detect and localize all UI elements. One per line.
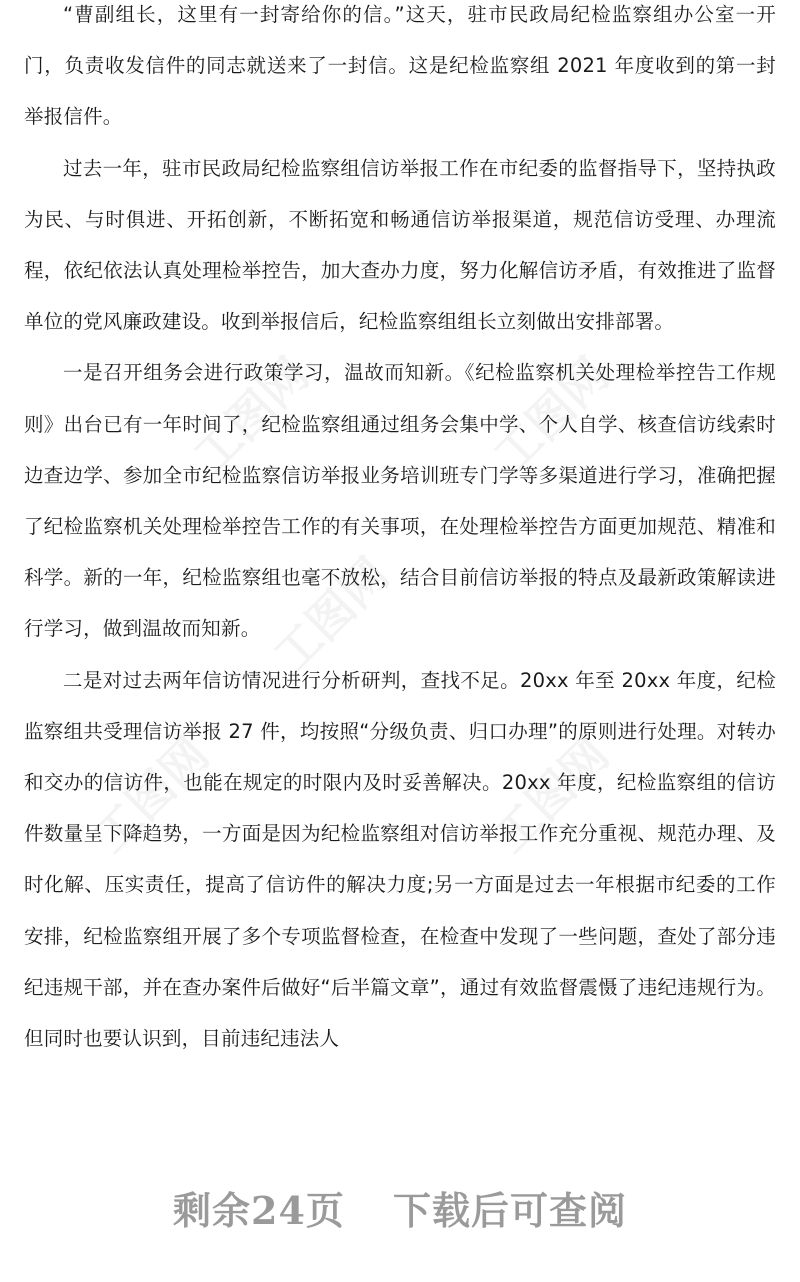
watermark: 工图网 xyxy=(483,727,620,864)
download-prompt-bar[interactable] xyxy=(0,1172,800,1242)
paragraph-4: 二是对过去两年信访情况进行分析研判，查找不足。20xx 年至 20xx 年度，纪检监察组共受理信访举报 27 件，均按照“分级负责、归口办理”的原则进行处理。对转办和交办的信访件，也能在规定的时限内及时妥善解决。20xx 年度，纪检监察组的信访件数量呈下降趋势，一方面是因为纪检监察组对信访举报工作充分重视、规范办理、及时化解、压实责任，提高了信访件的解决力度;另一方面是过去一年根据市纪委的工作安排，纪检监察组开展了多个专项监督检查，在检查中发现了一些问题，查处了部分违纪违规干部，并在查办案件后做好“后半篇文章”，通过有效监督震慑了违纪违规行为。但同时也要认识到，目前违纪违法人 xyxy=(24,668,776,1051)
watermark: 工图网 xyxy=(263,547,400,684)
paragraph-3: 一是召开组务会进行政策学习，温故而知新。《纪检监察机关处理检举控告工作规则》出台已有一年时间了，纪检监察组通过组务会集中学、个人自学、核查信访线索时边查边学、参加全市纪检监察信访举报业务培训班专门学等多渠道进行学习，准确把握了纪检监察机关处理检举控告工作的有关事项，在处理检举控告方面更加规范、精准和科学。新的一年，纪检监察组也毫不放松，结合目前信访举报的特点及最新政策解读进行学习，做到温故而知新。 xyxy=(24,361,776,641)
remaining-pages-text: 剩余24页 xyxy=(173,1187,345,1233)
paragraph-1: “曹副组长，这里有一封寄给你的信。”这天，驻市民政局纪检监察组办公室一开门，负责收发信件的同志就送来了一封信。这是纪检监察组 2021 年度收到的第一封举报信件。 xyxy=(24,3,776,129)
watermark: 工图网 xyxy=(183,347,320,484)
download-to-view-link[interactable]: 下载后可查阅 xyxy=(392,1187,627,1233)
article-body xyxy=(24,0,776,1064)
paragraph-2: 过去一年，驻市民政局纪检监察组信访举报工作在市纪委的监督指导下，坚持执政为民、与时俱进、开拓创新，不断拓宽和畅通信访举报渠道，规范信访受理、办理流程，依纪依法认真处理检举控告，加大查办力度，努力化解信访矛盾，有效推进了监督单位的党风廉政建设。收到举报信后，纪检监察组组长立刻做出安排部署。 xyxy=(24,156,776,334)
watermark: 工图网 xyxy=(83,727,220,864)
watermark: 工图网 xyxy=(483,347,620,484)
